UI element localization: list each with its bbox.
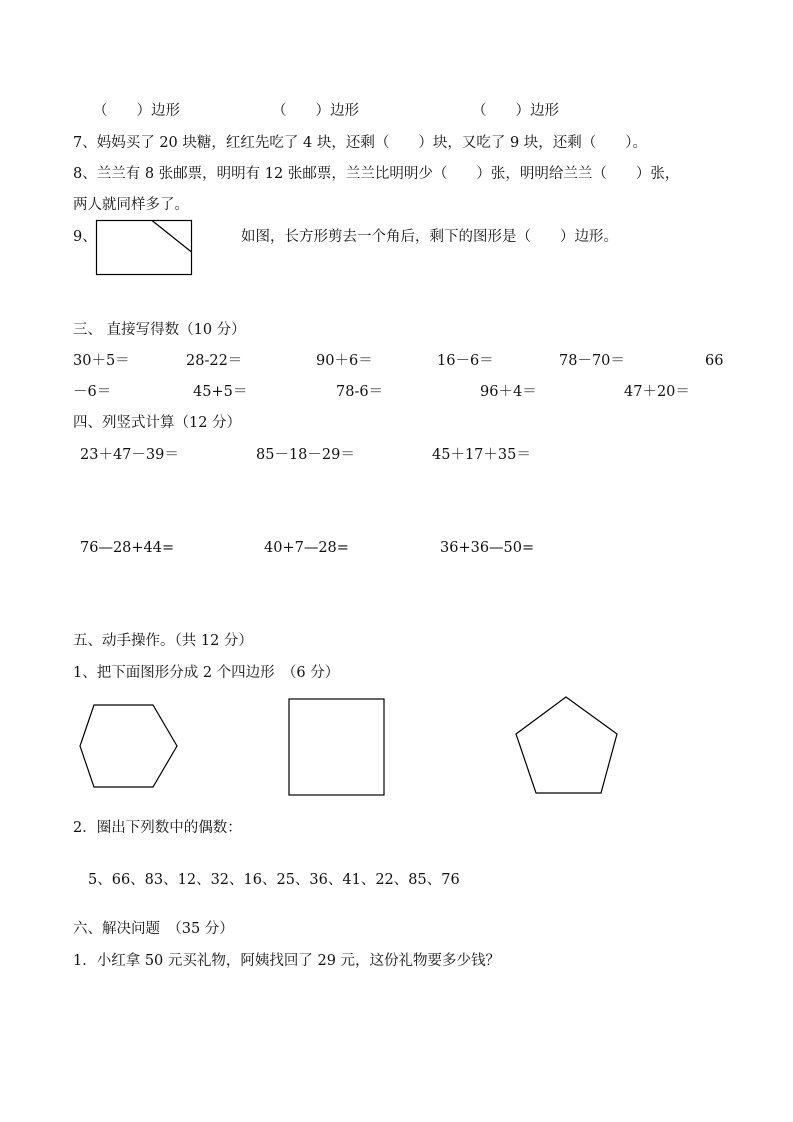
calc-item: 90＋6＝ [316,353,373,369]
section6-title: 六、解决问题 （35 分） [73,921,234,937]
hexagon-shape [80,705,177,787]
section6-q1: 1．小红拿 50 元买礼物，阿姨找回了 29 元，这份礼物要多少钱？ [73,953,501,969]
question-9-number: 9、 [73,229,97,245]
number-list: 5、66、83、12、32、16、25、36、41、22、85、76 [88,872,460,888]
calc-item: 78-6＝ [336,384,384,400]
section5-title: 五、动手操作。（共 12 分） [73,633,253,649]
vertical-calc-item: 40+7—28= [264,540,349,556]
question-8-line1: 8、兰兰有 8 张邮票，明明有 12 张邮票，兰兰比明明少（ ）张，明明给兰兰（ ）张， [73,166,680,182]
question-7: 7、妈妈买了 20 块糖，红红先吃了 4 块，还剩（ ）块，又吃了 9 块，还剩（ ）。 [73,135,648,151]
q6-blank-1: （ ）边形 [93,103,180,119]
square-shape [289,699,384,795]
calc-item: 66 [705,353,724,369]
pentagon-shape [516,697,617,793]
question-9-text: 如图，长方形剪去一个角后，剩下的图形是（ ）边形。 [241,229,618,245]
vertical-calc-item: 23＋47－39＝ [80,447,179,463]
section3-title: 三、 直接写得数（10 分） [73,322,246,338]
calc-item: 96＋4＝ [480,384,537,400]
calc-item: 30＋5＝ [73,353,130,369]
vertical-calc-item: 36+36—50= [440,540,535,556]
section5-q1: 1、把下面图形分成 2 个四边形 （6 分） [73,665,340,681]
q6-blank-3: （ ）边形 [472,103,559,119]
question-8-line2: 两人就同样多了。 [73,197,189,213]
calc-item: －6＝ [73,384,112,400]
calc-item: 16－6＝ [437,353,494,369]
calc-item: 47＋20＝ [624,384,690,400]
calc-item: 45+5＝ [193,384,248,400]
calc-item: 78－70＝ [559,353,625,369]
vertical-calc-item: 85－18－29＝ [256,447,355,463]
section5-q2: 2．圈出下列数中的偶数： [73,820,242,836]
calc-item: 28-22＝ [186,353,243,369]
vertical-calc-item: 76—28+44= [80,540,175,556]
vertical-calc-item: 45＋17＋35＝ [432,447,531,463]
q6-blank-2: （ ）边形 [272,103,359,119]
section4-title: 四、列竖式计算（12 分） [73,415,242,431]
